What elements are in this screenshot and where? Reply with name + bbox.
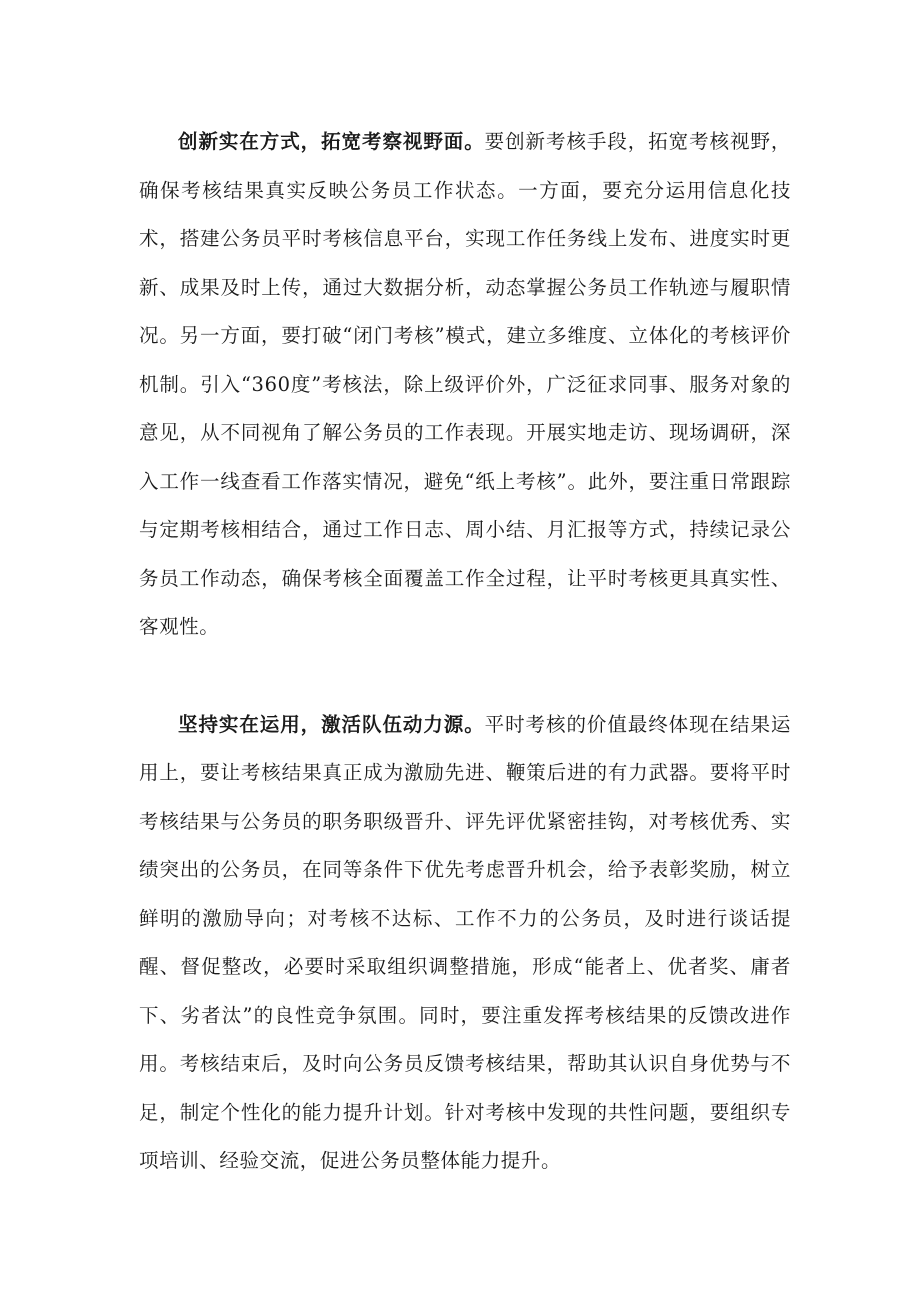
paragraph-lead-heading: 创新实在方式，拓宽考察视野面。 (178, 130, 485, 153)
paragraph-body-text: 要创新考核手段，拓宽考核视野，确保考核结果真实反映公务员工作状态。一方面，要充分运用信息化技术，搭建公务员平时考核信息平台，实现工作任务线上发布、进度实时更新、成果及时上传，通过大数据分析，动态掌握公务员工作轨迹与履职情况。另一方面，要打破“闭门考核”模式，建立多维度、立体化的考核评价机制。引入“360度”考核法，除上级评价外，广泛征求同事、服务对象的意见，从不同视角了解公务员的工作表现。开展实地走访、现场调研，深入工作一线查看工作落实情况，避免“纸上考核”。此外，要注重日常跟踪与定期考核相结合，通过工作日志、周小结、月汇报等方式，持续记录公务员工作动态，确保考核全面覆盖工作全过程，让平时考核更具真实性、客观性。 (139, 130, 791, 638)
paragraph-innovation (139, 118, 791, 652)
document-page (139, 118, 791, 1186)
paragraph-application (139, 701, 791, 1186)
paragraph-lead-heading: 坚持实在运用，激活队伍动力源。 (178, 712, 485, 736)
paragraph-body-text: 平时考核的价值最终体现在结果运用上，要让考核结果真正成为激励先进、鞭策后进的有力武器。要将平时考核结果与公务员的职务职级晋升、评先评优紧密挂钩，对考核优秀、实绩突出的公务员，在同等条件下优先考虑晋升机会，给予表彰奖励，树立鲜明的激励导向；对考核不达标、工作不力的公务员，及时进行谈话提醒、督促整改，必要时采取组织调整措施，形成“能者上、优者奖、庸者下、劣者汰”的良性竞争氛围。同时，要注重发挥考核结果的反馈改进作用。考核结束后，及时向公务员反馈考核结果，帮助其认识自身优势与不足，制定个性化的能力提升计划。针对考核中发现的共性问题，要组织专项培训、经验交流，促进公务员整体能力提升。 (139, 712, 791, 1172)
